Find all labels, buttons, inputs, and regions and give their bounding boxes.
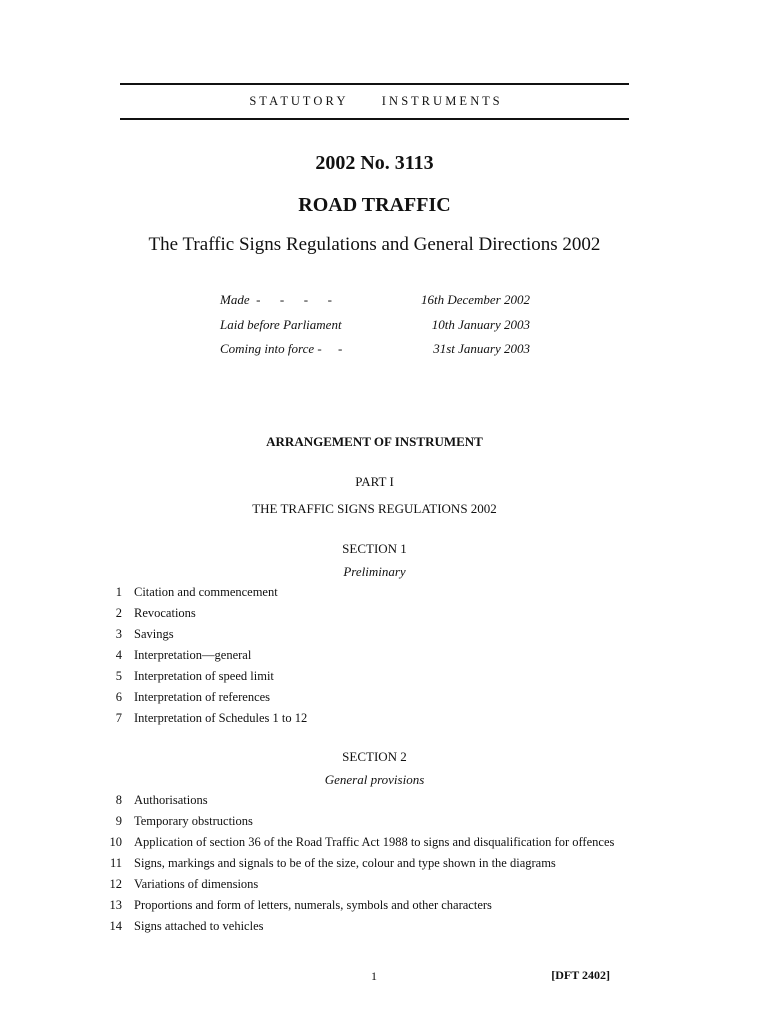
date-label: Made - - - - [220,292,332,307]
item-number: 6 [115,690,122,704]
item-number: 14 [109,919,122,933]
item-text: Revocations [134,606,196,620]
item-text: Application of section 36 of the Road Traffic Act 1988 to signs and disqualification for offences [134,835,615,849]
instrument-title: The Traffic Signs Regulations and General Directions 2002 [148,234,601,255]
item-text: Temporary obstructions [134,814,253,828]
item-text: Citation and commencement [134,585,278,599]
item-text: Authorisations [134,793,208,807]
list-item [100,856,630,871]
item-text: Proportions and form of letters, numerals, symbols and other characters [134,898,492,912]
section-1-heading: SECTION 1 [342,541,407,556]
series-word-statutory: S T A T U T O R Y [249,94,346,108]
item-text: Interpretation of Schedules 1 to 12 [134,711,308,725]
list-item [100,585,630,600]
date-label: Coming into force - - [220,341,343,356]
item-number: 9 [115,814,122,828]
item-number: 7 [115,711,122,725]
item-number: 13 [109,898,122,912]
item-number: 5 [115,669,122,683]
part-heading: PART I [355,474,394,489]
list-item [100,690,630,705]
list-item [100,669,630,684]
page-number: 1 [371,969,377,983]
section-2-heading: SECTION 2 [342,749,407,764]
series-word-instruments: I N S T R U M E N T S [381,94,500,108]
item-text: Interpretation—general [134,648,252,662]
date-value: 31st January 2003 [433,341,530,356]
list-item [100,898,630,913]
item-text: Signs attached to vehicles [134,919,264,933]
item-number: 10 [109,835,122,849]
item-number: 11 [109,856,122,870]
item-number: 1 [115,585,122,599]
arrangement-heading: ARRANGEMENT OF INSTRUMENT [266,434,483,449]
document-reference: [DFT 2402] [551,968,610,982]
section-1-items [100,585,630,732]
section-2-items [100,793,630,940]
list-item [100,627,630,642]
list-item [100,711,630,726]
item-text: Variations of dimensions [134,877,259,891]
item-number: 2 [115,606,122,620]
date-value: 16th December 2002 [420,292,530,307]
list-item [100,793,630,808]
header-bottom-rule [120,118,629,120]
section-2-subheading: General provisions [324,772,425,787]
header-top-rule [120,83,629,85]
dates-block [220,291,530,365]
date-value: 10th January 2003 [431,316,530,332]
item-text: Interpretation of references [134,690,271,704]
part-title: THE TRAFFIC SIGNS REGULATIONS 2002 [252,501,497,516]
instrument-subject: ROAD TRAFFIC [298,194,451,216]
list-item [100,648,630,663]
series-heading [120,94,629,109]
list-item [100,814,630,829]
item-number: 12 [109,877,122,891]
date-row-made [220,291,530,316]
item-text: Signs, markings and signals to be of the size, colour and type shown in the diagrams [134,856,556,870]
list-item [100,877,630,892]
item-text: Savings [134,627,174,641]
instrument-number: 2002 No. 3113 [315,152,434,174]
item-number: 3 [115,627,122,641]
date-label: Laid before Parliament [220,316,342,332]
item-text: Interpretation of speed limit [134,669,274,683]
list-item [100,606,630,621]
list-item [100,835,630,850]
item-number: 8 [115,793,122,807]
section-1-subheading: Preliminary [343,564,406,579]
list-item [100,919,630,934]
date-row-coming-into-force [220,340,530,365]
item-number: 4 [115,648,122,662]
date-row-laid [220,316,530,341]
